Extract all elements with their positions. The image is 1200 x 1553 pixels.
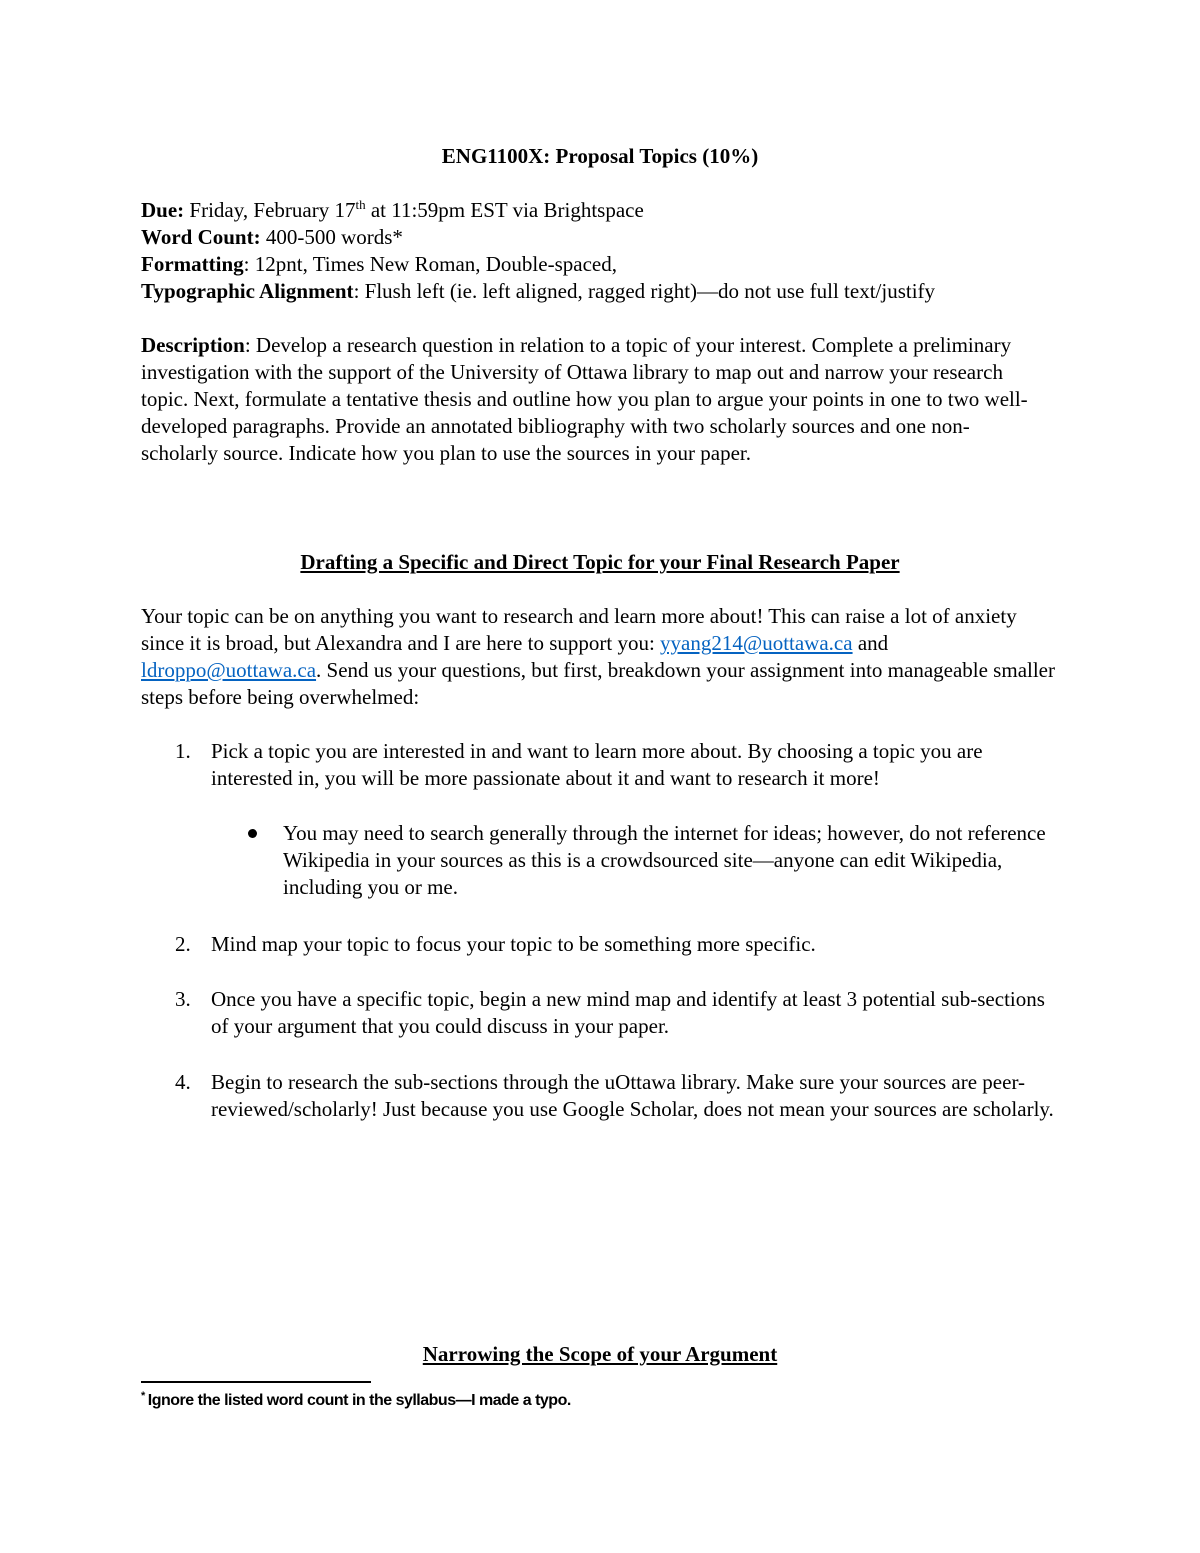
intro-text-2: and — [852, 631, 889, 655]
email-link-ldroppo[interactable]: ldroppo@uottawa.ca — [141, 658, 317, 682]
list-number: 4. — [175, 1070, 191, 1094]
due-value-post: at 11:59pm EST via Brightspace — [365, 198, 644, 222]
list-number: 3. — [175, 987, 191, 1011]
due-value-pre: Friday, February 17 — [184, 198, 356, 222]
description-text: : Develop a research question in relation to a topic of your interest. Complete a preliminary investigation with the support of the University of Ottawa library to map out and narrow your research topic. Next, formulate a tentative thesis and outline how you plan to argue your points in one to two well-developed paragraphs. Provide an annotated bibliography with two scholarly sources and one non-scholarly source. Indicate how you plan to use the sources in your paper. — [141, 333, 1028, 465]
bullet-text: You may need to search generally through the internet for ideas; however, do not reference Wikipedia in your sources as this is a crowdsourced site—anyone can edit Wikipedia, including you or me. — [283, 821, 1046, 899]
intro-text-3: . Send us your questions, but first, breakdown your assignment into manageable smaller steps before being overwhelmed: — [141, 658, 1055, 709]
due-sup: th — [355, 197, 366, 212]
description-paragraph — [141, 332, 1041, 467]
alignment-value: : Flush left (ie. left aligned, ragged right)—do not use full text/justify — [353, 279, 936, 303]
list-item-text: Begin to research the sub-sections through the uOttawa library. Make sure your sources are peer-reviewed/scholarly! Just because you use Google Scholar, does not mean your sources are scholarly. — [211, 1070, 1054, 1121]
assignment-details — [141, 197, 1061, 305]
email-link-yyang[interactable]: yyang214@uottawa.ca — [660, 631, 853, 655]
document-title: ENG1100X: Proposal Topics (10%) — [441, 144, 759, 168]
document-page — [141, 0, 1061, 1553]
alignment-label: Typographic Alignment — [141, 279, 354, 303]
section-heading-drafting: Drafting a Specific and Direct Topic for your Final Research Paper — [300, 550, 900, 574]
section-heading-narrowing: Narrowing the Scope of your Argument — [422, 1342, 778, 1366]
word-count-line — [141, 224, 1061, 251]
formatting-value: : 12pnt, Times New Roman, Double-spaced, — [243, 252, 617, 276]
footnote — [141, 1390, 1041, 1412]
formatting-line — [141, 251, 1061, 278]
description-label: Description — [141, 333, 245, 357]
intro-paragraph — [141, 603, 1061, 711]
due-label: Due: — [141, 198, 185, 222]
footnote-text: Ignore the listed word count in the syllabus—I made a typo. — [147, 1392, 571, 1409]
bullet-icon — [248, 829, 257, 838]
list-number: 1. — [175, 739, 191, 763]
due-date-line — [141, 197, 1061, 224]
list-item-text: Mind map your topic to focus your topic to be something more specific. — [211, 932, 816, 956]
formatting-label: Formatting — [141, 252, 244, 276]
alignment-line — [141, 278, 1061, 305]
word-count-value: 400-500 words* — [260, 225, 403, 249]
word-count-label: Word Count: — [141, 225, 261, 249]
intro-text-1: Your topic can be on anything you want to research and learn more about! This can raise a lot of anxiety since it is broad, but Alexandra and I are here to support you: — [141, 604, 1017, 655]
list-item-text: Pick a topic you are interested in and want to learn more about. By choosing a topic you are interested in, you will be more passionate about it and want to research it more! — [211, 739, 983, 790]
footnote-mark: * — [141, 1389, 145, 1402]
list-number: 2. — [175, 932, 191, 956]
footnote-divider — [141, 1381, 371, 1383]
list-item-text: Once you have a specific topic, begin a new mind map and identify at least 3 potential sub-sections of your argument that you could discuss in your paper. — [211, 987, 1045, 1038]
